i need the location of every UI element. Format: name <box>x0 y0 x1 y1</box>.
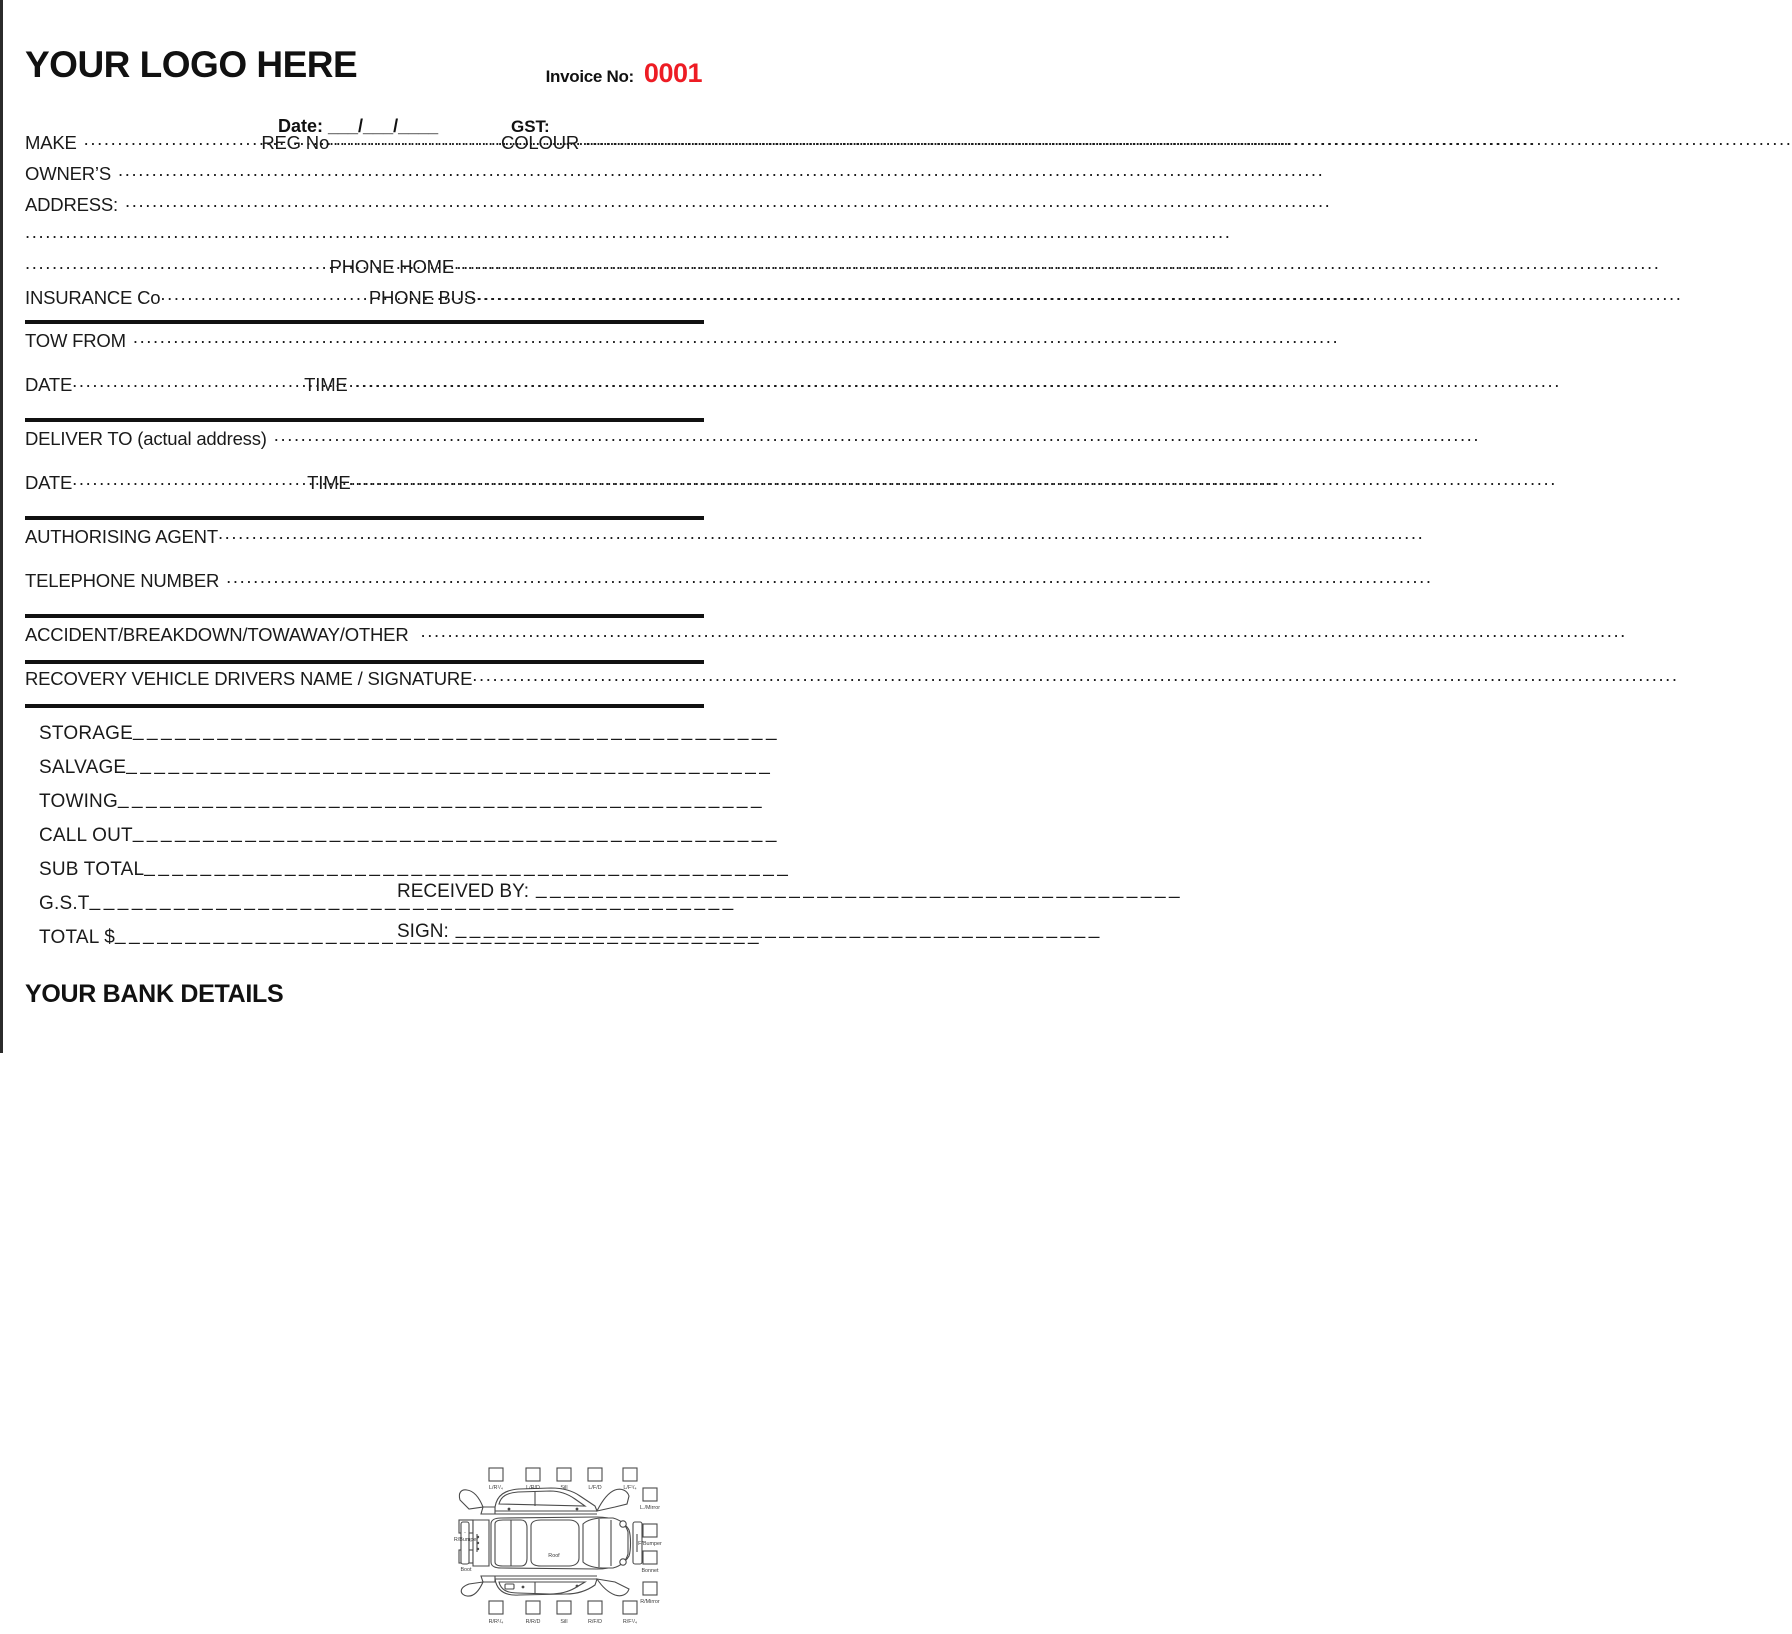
car-roof-panel <box>531 1520 579 1566</box>
phone-bus-input-line[interactable] <box>476 285 704 304</box>
address-input-line-1[interactable] <box>125 192 704 211</box>
charges-list <box>39 720 379 958</box>
diagram-label-roof: Roof <box>548 1553 560 1559</box>
logo-placeholder-text: YOUR LOGO HERE <box>25 44 358 85</box>
phone-home-row <box>25 254 704 285</box>
tow-from-time-input-line[interactable] <box>355 372 704 391</box>
diagram-label-right-3: Bonnet <box>641 1568 659 1574</box>
checkbox-right-f-bumper <box>643 1524 657 1537</box>
incident-section <box>3 622 720 658</box>
diagram-label-bottom-4: R/F/D <box>587 1619 603 1625</box>
checkbox-top-1 <box>489 1468 503 1481</box>
checkbox-right-l-mirror <box>643 1488 657 1501</box>
charge-input-salvage[interactable] <box>126 754 379 773</box>
charge-row-gst <box>39 890 379 924</box>
car-boot-panel <box>473 1520 489 1566</box>
section-divider-3 <box>25 516 704 520</box>
car-mirror-right <box>620 1559 626 1565</box>
bank-details-heading: YOUR BANK DETAILS <box>25 980 284 1008</box>
charge-label-sub-total: SUB TOTAL <box>39 859 145 880</box>
date-gst-row <box>3 100 720 136</box>
colour-label: COLOUR <box>501 131 579 153</box>
diagram-label-top-5: L/F¹/₄ <box>623 1485 637 1491</box>
diagram-label-bottom-2: R/R/D <box>525 1619 541 1625</box>
reg-no-input-line[interactable] <box>329 130 494 149</box>
car-damage-diagram <box>447 1462 715 1634</box>
charge-row-towing <box>39 788 379 822</box>
diagram-label-top-1: L/R¹/₄ <box>489 1485 503 1491</box>
invoice-number-block <box>546 58 702 89</box>
checkbox-right-r-mirror <box>643 1582 657 1595</box>
deliver-to-section <box>3 426 720 512</box>
section-divider-4 <box>25 614 704 618</box>
deliver-to-time-label: TIME <box>307 471 351 493</box>
charge-label-call-out: CALL OUT <box>39 825 133 846</box>
incident-type-row <box>25 622 704 658</box>
telephone-number-label: TELEPHONE NUMBER <box>25 569 220 591</box>
tow-from-time-label: TIME <box>304 373 348 395</box>
diagram-label-left-1: R/Bumper <box>453 1537 479 1543</box>
insurance-row <box>25 285 704 316</box>
section-divider-6 <box>25 704 704 708</box>
checkbox-bottom-1 <box>489 1601 503 1614</box>
phone-bus-label: PHONE BUS <box>368 286 476 308</box>
insurance-input-line[interactable] <box>160 285 361 304</box>
driver-section <box>3 666 720 702</box>
diagram-label-bottom-5: R/F¹/₄ <box>622 1619 638 1625</box>
diagram-label-right-1: L./Mirror <box>639 1505 661 1511</box>
tow-from-date-time-row <box>25 372 704 414</box>
diagram-label-right-2: F/Bumper <box>638 1541 662 1547</box>
receipt-block <box>397 878 697 958</box>
diagram-label-bottom-3: Sill <box>560 1619 568 1625</box>
incident-type-input-line[interactable] <box>420 622 650 641</box>
make-reg-colour-row <box>25 130 704 161</box>
charge-input-storage[interactable] <box>133 720 379 739</box>
charge-input-gst[interactable] <box>90 890 379 909</box>
checkbox-bottom-2 <box>526 1601 540 1614</box>
sign-input-line[interactable] <box>456 918 697 937</box>
page-header <box>3 0 720 100</box>
page-footer <box>3 972 720 1018</box>
charge-label-towing: TOWING <box>39 791 118 812</box>
phone-home-label: PHONE HOME <box>329 255 454 277</box>
address-input-line-3[interactable] <box>25 254 323 273</box>
invoice-number-value: 0001 <box>643 58 702 88</box>
reg-no-label: REG No <box>261 131 330 153</box>
checkbox-bottom-4 <box>588 1601 602 1614</box>
checkbox-top-3 <box>557 1468 571 1481</box>
sign-row <box>397 918 697 958</box>
address-input-line-2[interactable] <box>25 223 704 242</box>
charge-label-storage: STORAGE <box>39 723 133 744</box>
charge-input-total[interactable] <box>115 924 379 943</box>
diagram-label-bottom-1: R/R¹/₄ <box>488 1619 504 1625</box>
invoice-number-label: Invoice No: <box>545 67 634 86</box>
charge-row-storage <box>39 720 379 754</box>
make-label: MAKE <box>25 131 77 153</box>
charge-label-gst: G.S.T <box>39 893 90 914</box>
diagram-label-left-2: Boot <box>460 1567 472 1573</box>
charge-input-call-out[interactable] <box>133 822 379 841</box>
invoice-page <box>0 0 720 1625</box>
phone-home-input-line[interactable] <box>454 254 704 273</box>
checkbox-bottom-5 <box>623 1601 637 1614</box>
received-by-input-line[interactable] <box>536 878 697 897</box>
address-label: ADDRESS: <box>25 193 118 215</box>
telephone-number-row <box>25 568 704 610</box>
charge-row-call-out <box>39 822 379 856</box>
car-rear-bumper <box>461 1522 469 1564</box>
charge-row-total <box>39 924 379 958</box>
authorising-agent-input-line[interactable] <box>218 524 704 543</box>
authorising-agent-row <box>25 524 704 568</box>
car-mirror-left <box>620 1521 626 1527</box>
charge-row-salvage <box>39 754 379 788</box>
section-divider-1 <box>25 320 704 324</box>
deliver-to-date-time-row <box>25 470 704 512</box>
checkbox-right-bonnet <box>643 1551 657 1564</box>
driver-name-input-line[interactable] <box>472 666 704 685</box>
deliver-to-input-line[interactable] <box>274 426 704 445</box>
deliver-to-date-input-line[interactable] <box>72 470 300 489</box>
sign-label: SIGN: <box>397 921 449 942</box>
vehicle-owner-section <box>3 130 720 316</box>
deliver-to-row <box>25 426 704 470</box>
colour-input-line[interactable] <box>586 130 704 149</box>
diagram-label-top-3: Sill <box>560 1485 568 1491</box>
charge-input-sub-total[interactable] <box>144 856 379 875</box>
checkbox-top-5 <box>623 1468 637 1481</box>
charge-row-sub-total <box>39 856 379 890</box>
section-divider-2 <box>25 418 704 422</box>
charge-label-total: TOTAL $ <box>39 927 116 948</box>
owners-row <box>25 161 704 192</box>
diagram-label-right-4: R/Mirror <box>640 1599 660 1605</box>
address-row-continued <box>25 223 704 254</box>
gst-field[interactable]: GST: <box>511 117 550 136</box>
date-field[interactable]: Date: ___/___/____ <box>278 116 439 136</box>
diagram-label-top-4: L/F/D <box>588 1485 602 1491</box>
charge-input-towing[interactable] <box>118 788 379 807</box>
received-by-row <box>397 878 697 918</box>
tow-from-input-line[interactable] <box>133 328 704 347</box>
tow-from-section <box>3 328 720 414</box>
address-row <box>25 192 704 223</box>
owners-label: OWNER’S <box>25 162 111 184</box>
diagram-label-top-2: L/R/D <box>526 1485 540 1491</box>
tow-from-label: TOW FROM <box>25 329 126 351</box>
deliver-to-date-label: DATE <box>25 471 73 493</box>
agent-section <box>3 524 720 610</box>
tow-from-date-input-line[interactable] <box>72 372 297 391</box>
checkbox-top-4 <box>588 1468 602 1481</box>
checkbox-bottom-3 <box>557 1601 571 1614</box>
authorising-agent-label: AUTHORISING AGENT <box>25 525 218 547</box>
driver-name-label: RECOVERY VEHICLE DRIVERS NAME / SIGNATURE <box>25 667 473 689</box>
insurance-label: INSURANCE Co <box>25 286 161 308</box>
driver-name-row <box>25 666 704 702</box>
make-input-line[interactable] <box>84 130 255 149</box>
tow-from-row <box>25 328 704 372</box>
owners-input-line[interactable] <box>118 161 704 180</box>
deliver-to-label: DELIVER TO (actual address) <box>25 427 267 449</box>
telephone-number-input-line[interactable] <box>226 568 704 587</box>
checkbox-top-2 <box>526 1468 540 1481</box>
deliver-to-time-input-line[interactable] <box>351 470 704 489</box>
tow-from-date-label: DATE <box>25 373 73 395</box>
received-by-label: RECEIVED BY: <box>397 881 529 902</box>
incident-type-label: ACCIDENT/BREAKDOWN/TOWAWAY/OTHER <box>25 623 409 645</box>
charge-label-salvage: SALVAGE <box>39 757 127 778</box>
